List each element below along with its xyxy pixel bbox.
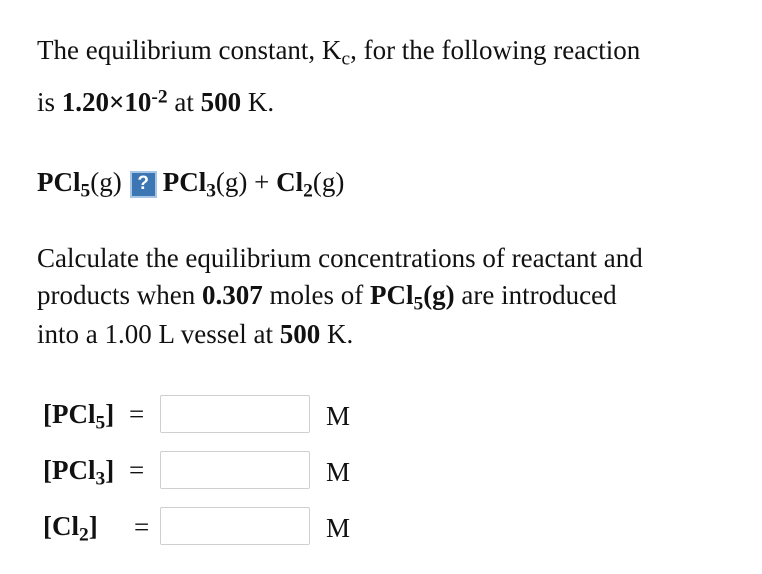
unit-label: M bbox=[326, 457, 351, 487]
reaction-equation bbox=[37, 166, 344, 200]
plus-sign: + bbox=[254, 167, 270, 197]
moles-value: 0.307 bbox=[201, 280, 263, 310]
reactant-subscript: 5 bbox=[80, 180, 91, 202]
pcl5-concentration-input[interactable] bbox=[160, 395, 310, 433]
intro-text-4: at bbox=[174, 87, 194, 117]
equals-sign: = bbox=[129, 455, 145, 485]
answer-label: [PCl$_5$] bbox=[43, 399, 115, 434]
answer-label: $[Cl_2]$ bbox=[43, 511, 98, 546]
k-exponent: -2 bbox=[151, 86, 168, 108]
pcl3-concentration-input[interactable] bbox=[160, 451, 310, 489]
product2-formula: Cl bbox=[276, 167, 304, 197]
intro-temperature: 500 bbox=[200, 87, 242, 117]
species-formula: PCl$_5$(g) bbox=[369, 280, 455, 315]
product1-formula: PCl bbox=[162, 167, 207, 197]
cl2-concentration-input[interactable] bbox=[160, 507, 310, 545]
question-line-3 bbox=[37, 318, 353, 350]
answer-label: [PCl$_3$] bbox=[43, 455, 115, 490]
intro-text-3: is bbox=[37, 87, 56, 117]
product2-state: (g) bbox=[312, 167, 345, 197]
intro-text-5: K. bbox=[247, 87, 275, 117]
question-text-a: products when bbox=[37, 280, 196, 310]
reactant-formula: PCl bbox=[37, 167, 81, 197]
k-value: $1.20\times 10^{-2}$ bbox=[61, 86, 168, 117]
question-temperature: 500 bbox=[279, 319, 321, 349]
intro-text: The equilibrium constant, K bbox=[37, 35, 342, 65]
reactant-state: (g) bbox=[90, 167, 122, 197]
intro-line-1 bbox=[37, 34, 641, 70]
equals-sign: = bbox=[129, 399, 145, 429]
kc-subscript: c bbox=[341, 48, 351, 70]
intro-line-2 bbox=[37, 86, 274, 118]
product1-state: (g) bbox=[215, 167, 248, 197]
equilibrium-arrow-help-icon[interactable]: ? bbox=[130, 171, 157, 198]
unit-label: M bbox=[326, 401, 351, 431]
product1-subscript: 3 bbox=[206, 180, 216, 202]
unit-label: M bbox=[326, 513, 351, 543]
question-text-b: moles of bbox=[269, 280, 364, 310]
question-text-e: K. bbox=[326, 319, 354, 349]
equals-sign: = bbox=[134, 512, 150, 542]
question-line-1: Calculate the equilibrium concentrations of reactant and bbox=[37, 243, 643, 273]
question-text-c: are introduced bbox=[461, 280, 617, 310]
question-text-d: into a 1.00 L vessel at bbox=[37, 319, 273, 349]
question-line-2 bbox=[37, 279, 617, 315]
product2-subscript: 2 bbox=[303, 180, 313, 202]
intro-text-2: , for the following reaction bbox=[350, 35, 641, 65]
